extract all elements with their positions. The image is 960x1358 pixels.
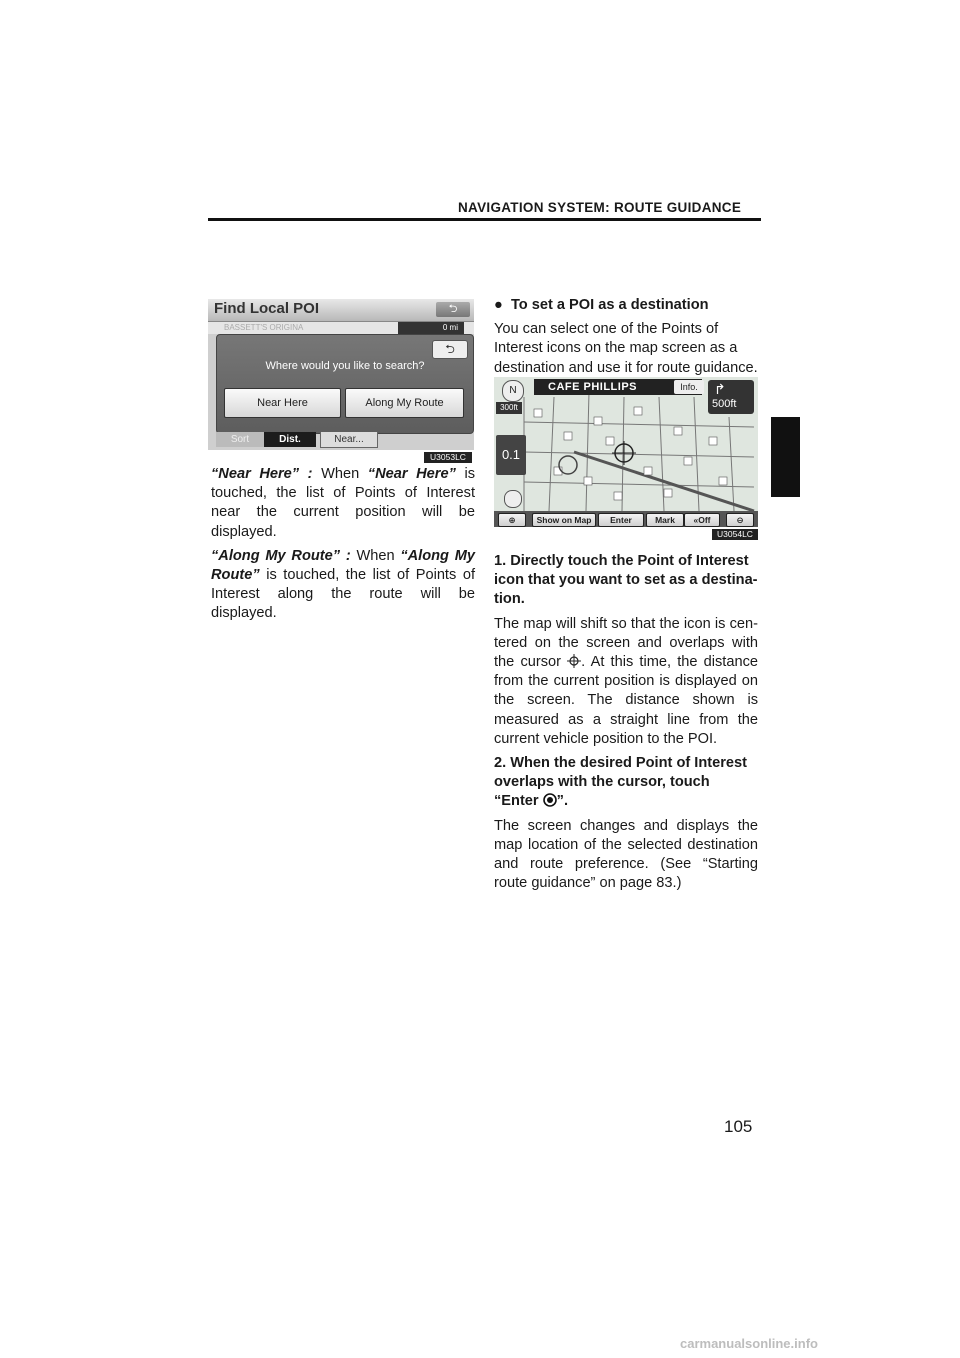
header-rule: [208, 218, 761, 221]
left-column: [211, 465, 475, 629]
search-dialog: [216, 334, 474, 434]
mark-button[interactable]: Mark: [646, 513, 684, 527]
turn-panel: [708, 380, 754, 414]
tab-dist[interactable]: Dist.: [264, 432, 316, 447]
location-icon[interactable]: [504, 490, 522, 508]
info-button[interactable]: Info.: [674, 380, 704, 394]
turn-distance: 500ft: [712, 398, 737, 410]
tab-near[interactable]: Near...: [320, 432, 378, 448]
right-column-steps: [494, 552, 758, 898]
screen-title-bar: [208, 299, 474, 322]
odometer-readout: 0.1: [496, 435, 526, 475]
list-item-name: BASSETT'S ORIGINA: [224, 323, 304, 332]
sort-tabs: [216, 432, 472, 447]
dialog-question: Where would you like to search?: [265, 360, 425, 372]
zoom-in-button[interactable]: ⊕: [498, 513, 526, 527]
section-tab: [771, 417, 800, 497]
find-local-poi-screenshot: [208, 299, 474, 464]
section-heading: ● To set a POI as a destination: [494, 297, 709, 313]
page-number: 105: [724, 1117, 753, 1136]
step-1-body: The map will shift so that the icon is cen-tered on the screen and overlaps with the cursor . At this time, the distance from the current position is displayed on the screen. The distance shown is measured as a straight line from the current vehicle position to the POI.: [494, 615, 758, 747]
image-code: U3054LC: [712, 529, 758, 540]
off-button[interactable]: «Off: [684, 513, 720, 527]
back-button[interactable]: ⮌: [436, 302, 470, 317]
intro-paragraph: You can select one of the Points of Interest icons on the map screen as a destination and use it for route guidance.: [494, 321, 758, 376]
enter-icon: [543, 793, 557, 807]
right-column-top: [494, 296, 758, 383]
compass-icon[interactable]: N: [502, 380, 524, 402]
near-here-button[interactable]: Near Here: [224, 388, 341, 418]
along-route-description: “Along My Route” : When “Along My Route” is touched, the list of Points of Interest along the route will be displayed.: [211, 547, 475, 622]
screen-title: Find Local POI: [214, 300, 320, 317]
dialog-back-button[interactable]: ⮌: [432, 340, 468, 359]
turn-right-icon: ↱: [714, 381, 726, 397]
map-button-bar: [494, 511, 758, 527]
map-scale: 300ft: [496, 402, 522, 414]
show-on-map-button[interactable]: Show on Map: [532, 513, 596, 527]
watermark: carmanualsonline.info: [680, 1336, 818, 1351]
running-header: NAVIGATION SYSTEM: ROUTE GUIDANCE: [458, 200, 742, 215]
sort-label: Sort: [216, 432, 264, 447]
step-2-body: The screen changes and displays the map location of the selected destination and route preference. (See “Starting route guidance” on page 83.): [494, 817, 758, 892]
near-here-description: “Near Here” : When “Near Here” is touched, the list of Points of Interest near the current position will be displayed.: [211, 466, 475, 540]
map-area: [494, 377, 758, 527]
map-screenshot: [494, 377, 758, 540]
step-2-instruction: 2. When the desired Point of Interest overlaps with the cursor, touch “Enter ”.: [494, 755, 747, 810]
enter-button[interactable]: Enter: [598, 513, 644, 527]
along-my-route-button[interactable]: Along My Route: [345, 388, 464, 418]
image-code: U3053LC: [424, 452, 472, 463]
step-1-instruction: 1. Directly touch the Point of Interest icon that you want to set as a destina-tion.: [494, 553, 758, 608]
cursor-icon: [567, 654, 581, 668]
bullet-icon: ●: [494, 297, 503, 313]
poi-name: CAFE PHILLIPS: [548, 381, 638, 393]
list-item-distance: 0 mi: [398, 322, 464, 334]
list-item: [208, 322, 474, 334]
zoom-out-button[interactable]: ⊖: [726, 513, 754, 527]
